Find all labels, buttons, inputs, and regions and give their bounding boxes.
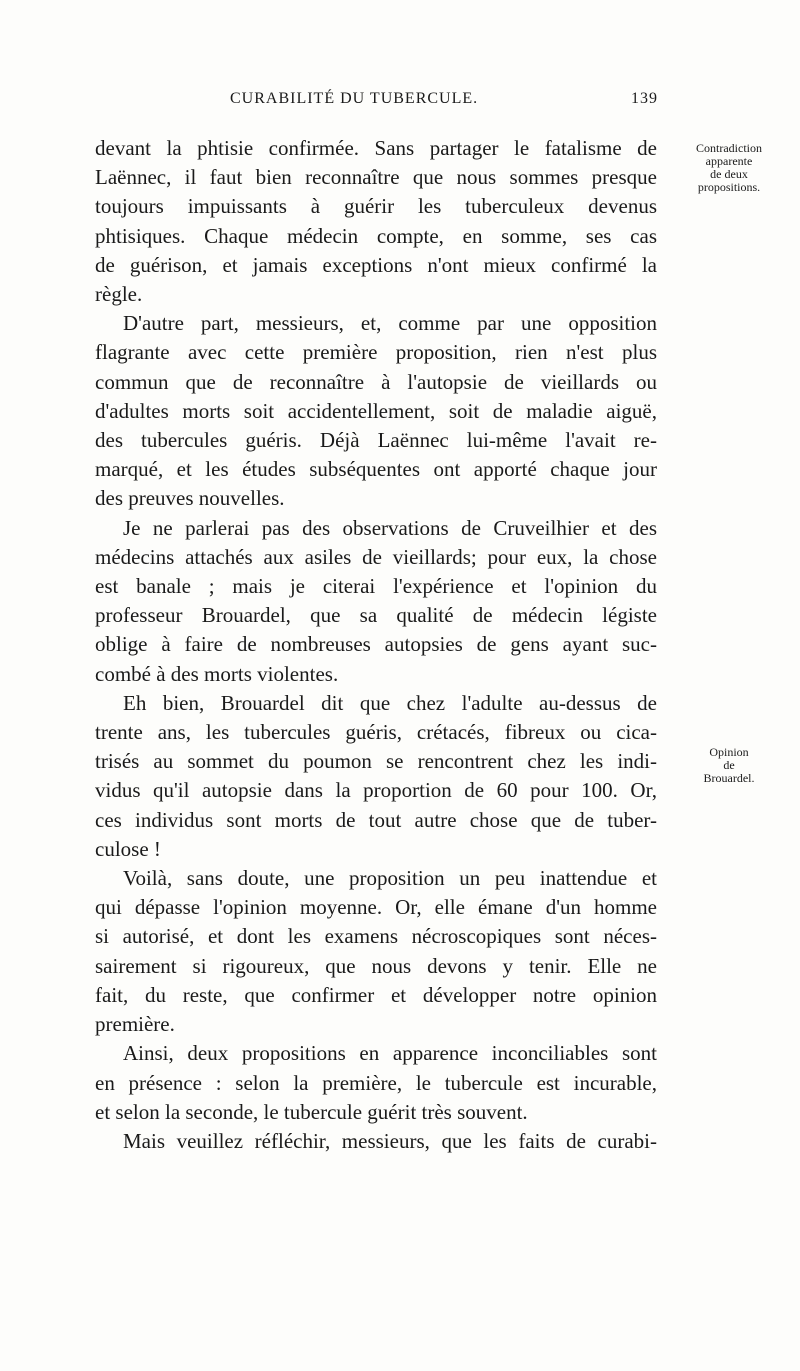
text-line: flagrante avec cette première proposition, rien n'est plus (95, 340, 657, 365)
text-line: des tubercules guéris. Déjà Laënnec lui-même l'avait re- (95, 428, 657, 453)
margin-note-line: apparente (705, 154, 753, 168)
margin-note-line: de deux (710, 167, 748, 181)
margin-note-contradiction (664, 142, 794, 194)
text-line: combé à des morts violentes. (95, 661, 339, 686)
text-line: trente ans, les tubercules guéris, crétacés, fibreux ou cica- (95, 720, 657, 745)
running-title: CURABILITÉ DU TUBERCULE. (230, 90, 479, 107)
margin-note-brouardel (664, 746, 794, 785)
text-line: médecins attachés aux asiles de vieillards; pour eux, la chose (95, 544, 657, 569)
text-line: professeur Brouardel, que sa qualité de médecin légiste (95, 603, 657, 628)
text-line: première. (95, 1012, 175, 1037)
margin-note-line: de (723, 758, 735, 772)
text-line: Ainsi, deux propositions en apparence inconciliables sont (123, 1041, 657, 1066)
text-line: vidus qu'il autopsie dans la proportion de 60 pour 100. Or, (95, 778, 657, 803)
text-line: marqué, et les études subséquentes ont apporté chaque jour (95, 457, 657, 482)
text-line: phtisiques. Chaque médecin compte, en somme, ses cas (95, 223, 657, 248)
text-line: d'adultes morts soit accidentellement, soit de maladie aiguë, (95, 398, 657, 423)
text-line: Mais veuillez réfléchir, messieurs, que les faits de curabi- (123, 1128, 657, 1153)
text-line: des preuves nouvelles. (95, 486, 285, 511)
text-line: ces individus sont morts de tout autre chose que de tuber- (95, 807, 657, 832)
margin-note-line: Brouardel. (703, 771, 755, 785)
text-line: règle. (95, 282, 143, 307)
text-line: et selon la seconde, le tubercule guérit très souvent. (95, 1099, 528, 1124)
text-line: de guérison, et jamais exceptions n'ont mieux confirmé la (95, 252, 657, 277)
text-line: sairement si rigoureux, que nous devons y tenir. Elle ne (95, 953, 657, 978)
text-line: Voilà, sans doute, une proposition un peu inattendue et (123, 866, 657, 891)
page-number: 139 (631, 90, 658, 107)
margin-note-line: propositions. (697, 180, 761, 194)
text-line: oblige à faire de nombreuses autopsies de gens ayant suc- (95, 632, 657, 657)
text-line: toujours impuissants à guérir les tuberculeux devenus (95, 194, 657, 219)
text-line: qui dépasse l'opinion moyenne. Or, elle émane d'un homme (95, 895, 657, 920)
text-line: en présence : selon la première, le tubercule est incurable, (95, 1070, 657, 1095)
text-line: D'autre part, messieurs, et, comme par une opposition (123, 311, 657, 336)
text-line: Laënnec, il faut bien reconnaître que nous sommes presque (95, 165, 657, 190)
margin-note-line: Opinion (709, 745, 749, 759)
text-line: si autorisé, et dont les examens nécroscopiques sont néces- (95, 924, 657, 949)
margin-note-line: Contradiction (696, 141, 762, 155)
text-line: culose ! (95, 836, 161, 861)
text-line: est banale ; mais je citerai l'expérience et l'opinion du (95, 574, 657, 599)
text-line: Eh bien, Brouardel dit que chez l'adulte au-dessus de (123, 690, 657, 715)
text-line: devant la phtisie confirmée. Sans partager le fatalisme de (95, 136, 657, 160)
text-line: fait, du reste, que confirmer et développer notre opinion (95, 982, 657, 1007)
text-line: Je ne parlerai pas des observations de Cruveilhier et des (123, 515, 657, 540)
text-line: commun que de reconnaître à l'autopsie de vieillards ou (95, 369, 657, 394)
text-line: trisés au sommet du poumon se rencontrent chez les indi- (95, 749, 657, 774)
body-text (95, 134, 657, 1156)
